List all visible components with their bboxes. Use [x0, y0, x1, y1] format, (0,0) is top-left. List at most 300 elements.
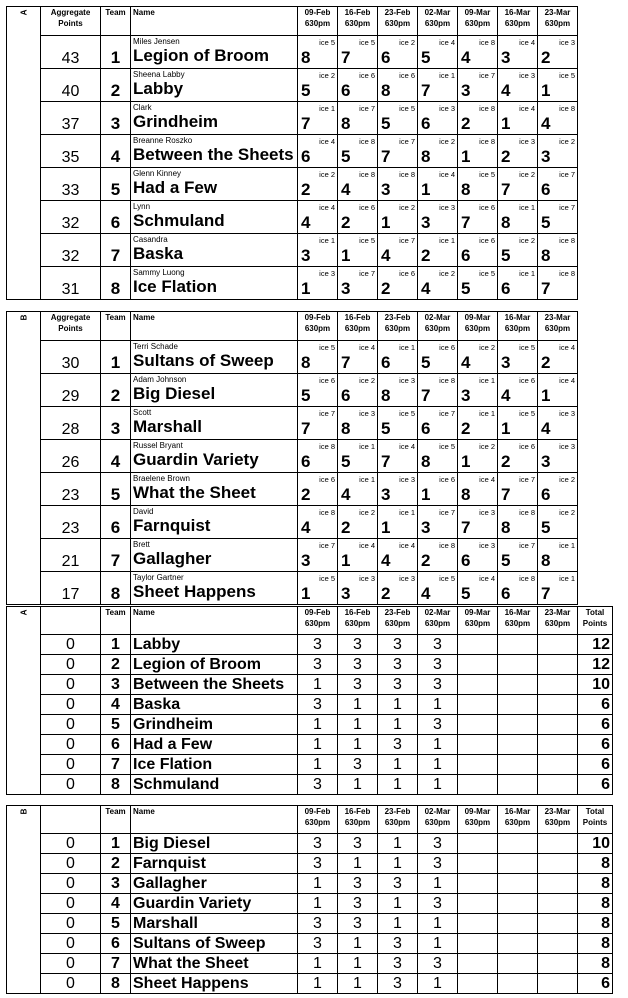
week-score: 1 — [418, 755, 458, 775]
opponent-number: 2 — [381, 279, 391, 298]
team-row — [7, 168, 578, 201]
opponent-number: 6 — [301, 452, 311, 471]
opponent-number: 1 — [301, 584, 311, 603]
team-name: Sultans of Sweep — [131, 934, 298, 954]
ice-sheet: ice 7 — [559, 203, 575, 212]
week-score: 1 — [378, 775, 418, 795]
ice-sheet: ice 5 — [439, 574, 455, 583]
date-text: 23-Feb — [384, 8, 411, 17]
team-number: 7 — [101, 539, 131, 572]
opponent-number: 4 — [381, 551, 391, 570]
ice-sheet: ice 8 — [479, 104, 495, 113]
game-cell — [298, 374, 338, 407]
team-row — [7, 234, 578, 267]
week-score — [538, 715, 578, 735]
team-row — [7, 102, 578, 135]
week-score: 3 — [338, 834, 378, 854]
week-score — [538, 934, 578, 954]
week-score — [458, 974, 498, 994]
date-text: 16-Feb — [344, 608, 371, 617]
team-name: What the Sheet — [133, 483, 256, 502]
date-header — [458, 312, 498, 341]
time-text: 630pm — [424, 619, 451, 628]
game-cell — [418, 69, 458, 102]
game-cell — [298, 539, 338, 572]
ice-sheet: ice 4 — [399, 541, 415, 550]
team-number: 3 — [101, 407, 131, 440]
team-number: 7 — [101, 755, 131, 775]
opponent-number: 6 — [301, 147, 311, 166]
team-name-cell — [131, 341, 298, 374]
date-header — [458, 607, 498, 635]
team-name: Guardin Variety — [133, 450, 259, 469]
week-score: 1 — [298, 954, 338, 974]
team-row — [7, 473, 578, 506]
game-cell — [498, 135, 538, 168]
week-score: 3 — [418, 954, 458, 974]
team-name: Legion of Broom — [131, 655, 298, 675]
date-text: 23-Mar — [544, 8, 571, 17]
opponent-number: 7 — [341, 353, 351, 372]
game-cell — [538, 168, 578, 201]
ice-sheet: ice 6 — [519, 442, 535, 451]
standings-row — [7, 675, 613, 695]
week-score — [458, 635, 498, 655]
header-text: Points — [582, 619, 608, 628]
time-text: 630pm — [384, 619, 411, 628]
date-header — [498, 806, 538, 834]
game-cell — [418, 102, 458, 135]
ice-sheet: ice 4 — [519, 38, 535, 47]
team-header: Team — [101, 7, 131, 36]
total-points: 6 — [578, 775, 613, 795]
ice-sheet: ice 4 — [319, 137, 335, 146]
header-text: Total — [585, 807, 605, 816]
game-cell — [338, 234, 378, 267]
aggregate-points: 30 — [41, 341, 101, 374]
ice-sheet: ice 2 — [319, 71, 335, 80]
ice-sheet: ice 2 — [439, 137, 455, 146]
team-number: 7 — [101, 954, 131, 974]
game-cell — [498, 407, 538, 440]
opponent-number: 3 — [421, 518, 431, 537]
week-score: 3 — [418, 715, 458, 735]
division-letter: A — [19, 609, 28, 616]
week-score: 3 — [418, 894, 458, 914]
opponent-number: 2 — [301, 180, 311, 199]
week-score: 1 — [298, 675, 338, 695]
game-cell — [418, 135, 458, 168]
date-text: 16-Mar — [504, 313, 531, 322]
aggregate-points: 37 — [41, 102, 101, 135]
week-score — [498, 695, 538, 715]
game-cell — [298, 506, 338, 539]
team-name-cell — [131, 440, 298, 473]
ice-sheet: ice 6 — [399, 71, 415, 80]
week-score: 3 — [338, 655, 378, 675]
ice-sheet: ice 2 — [559, 475, 575, 484]
team-name-cell — [131, 234, 298, 267]
aggregate-points: 32 — [41, 201, 101, 234]
ice-sheet: ice 1 — [519, 269, 535, 278]
game-cell — [458, 201, 498, 234]
week-score — [458, 874, 498, 894]
date-text: 09-Mar — [464, 807, 491, 816]
opponent-number: 2 — [341, 518, 351, 537]
team-number: 8 — [101, 572, 131, 605]
team-number: 1 — [101, 341, 131, 374]
ice-sheet: ice 1 — [479, 409, 495, 418]
opponent-number: 6 — [501, 584, 511, 603]
week-score — [458, 834, 498, 854]
week-score — [538, 695, 578, 715]
team-number: 3 — [101, 675, 131, 695]
date-header — [298, 607, 338, 635]
ice-sheet: ice 4 — [359, 343, 375, 352]
week-score — [538, 954, 578, 974]
ice-sheet: ice 1 — [559, 541, 575, 550]
opponent-number: 8 — [301, 353, 311, 372]
week-score: 3 — [378, 735, 418, 755]
game-cell — [298, 473, 338, 506]
week-score: 1 — [338, 775, 378, 795]
game-cell — [498, 374, 538, 407]
ice-sheet: ice 1 — [359, 442, 375, 451]
team-name: Big Diesel — [131, 834, 298, 854]
ice-sheet: ice 5 — [399, 104, 415, 113]
game-cell — [298, 36, 338, 69]
ice-sheet: ice 3 — [559, 409, 575, 418]
ice-sheet: ice 8 — [479, 137, 495, 146]
ice-sheet: ice 1 — [439, 236, 455, 245]
week-score — [458, 854, 498, 874]
team-number: 4 — [101, 440, 131, 473]
ice-sheet: ice 7 — [359, 269, 375, 278]
week-score: 3 — [338, 755, 378, 775]
ice-sheet: ice 5 — [479, 170, 495, 179]
opponent-number: 6 — [461, 551, 471, 570]
opponent-number: 6 — [381, 353, 391, 372]
week-score — [538, 675, 578, 695]
game-cell — [458, 473, 498, 506]
ice-sheet: ice 5 — [479, 269, 495, 278]
ice-sheet: ice 5 — [359, 236, 375, 245]
aggregate-header-blank — [41, 607, 101, 635]
team-number: 2 — [101, 854, 131, 874]
game-cell — [458, 267, 498, 300]
opponent-number: 8 — [421, 452, 431, 471]
opponent-number: 5 — [421, 48, 431, 67]
ice-sheet: ice 7 — [319, 409, 335, 418]
captain-name: Lynn — [133, 202, 151, 211]
ice-sheet: ice 7 — [319, 541, 335, 550]
week-score: 3 — [298, 854, 338, 874]
opponent-number: 5 — [501, 246, 511, 265]
date-text: 23-Feb — [384, 807, 411, 816]
ice-sheet: ice 2 — [559, 137, 575, 146]
header-row — [7, 607, 613, 635]
date-header — [298, 806, 338, 834]
opponent-number: 5 — [541, 213, 551, 232]
date-text: 09-Mar — [464, 608, 491, 617]
opponent-number: 1 — [461, 452, 471, 471]
date-header — [458, 7, 498, 36]
game-cell — [538, 341, 578, 374]
team-name: Grindheim — [133, 112, 219, 131]
total-points: 6 — [578, 974, 613, 994]
week-score — [538, 874, 578, 894]
week-score: 1 — [338, 695, 378, 715]
aggregate-header-blank — [41, 806, 101, 834]
opponent-number: 4 — [501, 386, 511, 405]
total-points: 10 — [578, 834, 613, 854]
time-text: 630pm — [344, 324, 371, 333]
ice-sheet: ice 3 — [399, 475, 415, 484]
game-cell — [378, 201, 418, 234]
time-text: 630pm — [504, 19, 531, 28]
game-cell — [338, 36, 378, 69]
opponent-number: 8 — [501, 518, 511, 537]
ice-sheet: ice 3 — [519, 71, 535, 80]
game-cell — [458, 374, 498, 407]
week-score: 1 — [418, 934, 458, 954]
date-header — [338, 7, 378, 36]
opponent-number: 7 — [421, 81, 431, 100]
game-cell — [338, 539, 378, 572]
week-score: 1 — [418, 974, 458, 994]
captain-name: Miles Jensen — [133, 37, 180, 46]
game-cell — [338, 506, 378, 539]
week-score — [538, 974, 578, 994]
week-score — [458, 934, 498, 954]
date-text: 09-Feb — [304, 8, 331, 17]
date-header — [378, 607, 418, 635]
date-header — [418, 607, 458, 635]
standings-row — [7, 735, 613, 755]
standings-row — [7, 834, 613, 854]
game-cell — [378, 506, 418, 539]
game-cell — [378, 374, 418, 407]
total-points-header — [578, 607, 613, 635]
ice-sheet: ice 1 — [479, 376, 495, 385]
team-number: 5 — [101, 168, 131, 201]
ice-sheet: ice 8 — [559, 269, 575, 278]
team-row — [7, 374, 578, 407]
game-cell — [378, 440, 418, 473]
date-header — [498, 607, 538, 635]
time-text: 630pm — [344, 818, 371, 827]
opponent-number: 3 — [301, 246, 311, 265]
game-cell — [538, 572, 578, 605]
standings-table-b — [6, 805, 613, 994]
ice-sheet: ice 4 — [439, 170, 455, 179]
date-text: 23-Mar — [544, 313, 571, 322]
opponent-number: 3 — [381, 485, 391, 504]
opponent-number: 7 — [461, 518, 471, 537]
week-score: 3 — [378, 934, 418, 954]
game-cell — [338, 135, 378, 168]
game-cell — [418, 234, 458, 267]
team-name: Grindheim — [131, 715, 298, 735]
standings-table-a — [6, 606, 613, 795]
ice-sheet: ice 6 — [399, 269, 415, 278]
week-score — [498, 834, 538, 854]
opponent-number: 2 — [501, 147, 511, 166]
week-score: 1 — [418, 775, 458, 795]
team-number: 2 — [101, 374, 131, 407]
ice-sheet: ice 5 — [439, 442, 455, 451]
opponent-number: 7 — [501, 180, 511, 199]
team-name: Between the Sheets — [133, 145, 294, 164]
time-text: 630pm — [504, 818, 531, 827]
opponent-number: 2 — [381, 584, 391, 603]
captain-name: Breanne Roszko — [133, 136, 193, 145]
opponent-number: 1 — [461, 147, 471, 166]
aggregate-points: 40 — [41, 69, 101, 102]
captain-name: Casandra — [133, 235, 168, 244]
standings-row — [7, 695, 613, 715]
time-text: 630pm — [344, 19, 371, 28]
team-name-cell — [131, 539, 298, 572]
week-score: 3 — [418, 655, 458, 675]
game-cell — [538, 234, 578, 267]
week-score: 1 — [298, 874, 338, 894]
game-cell — [538, 201, 578, 234]
game-cell — [418, 374, 458, 407]
division-label — [7, 312, 41, 605]
week-score: 1 — [378, 834, 418, 854]
week-score: 3 — [338, 635, 378, 655]
opponent-number: 6 — [541, 485, 551, 504]
game-cell — [458, 234, 498, 267]
game-cell — [418, 539, 458, 572]
opponent-number: 6 — [421, 419, 431, 438]
team-number: 4 — [101, 894, 131, 914]
week-score — [538, 755, 578, 775]
opponent-number: 8 — [461, 485, 471, 504]
opponent-number: 7 — [301, 419, 311, 438]
time-text: 630pm — [304, 619, 331, 628]
date-text: 09-Mar — [464, 313, 491, 322]
aggregate-points: 0 — [41, 635, 101, 655]
aggregate-points: 0 — [41, 954, 101, 974]
total-points-header — [578, 806, 613, 834]
opponent-number: 7 — [381, 147, 391, 166]
aggregate-points: 0 — [41, 834, 101, 854]
opponent-number: 8 — [381, 81, 391, 100]
game-cell — [378, 69, 418, 102]
aggregate-points: 0 — [41, 695, 101, 715]
team-row — [7, 407, 578, 440]
team-name-cell — [131, 135, 298, 168]
week-score: 3 — [338, 874, 378, 894]
team-row — [7, 135, 578, 168]
game-cell — [538, 374, 578, 407]
ice-sheet: ice 1 — [559, 574, 575, 583]
team-row — [7, 36, 578, 69]
ice-sheet: ice 8 — [479, 38, 495, 47]
opponent-number: 3 — [461, 81, 471, 100]
game-cell — [498, 168, 538, 201]
game-cell — [538, 69, 578, 102]
standings-row — [7, 894, 613, 914]
opponent-number: 8 — [341, 114, 351, 133]
game-cell — [498, 506, 538, 539]
date-header — [378, 7, 418, 36]
week-score: 1 — [298, 755, 338, 775]
week-score — [498, 755, 538, 775]
header-text: Total — [585, 608, 605, 617]
time-text: 630pm — [544, 19, 571, 28]
ice-sheet: ice 2 — [439, 269, 455, 278]
week-score: 1 — [338, 854, 378, 874]
week-score: 1 — [298, 894, 338, 914]
week-score — [538, 854, 578, 874]
ice-sheet: ice 7 — [439, 508, 455, 517]
week-score: 3 — [338, 894, 378, 914]
game-cell — [418, 201, 458, 234]
opponent-number: 3 — [341, 584, 351, 603]
name-header: Name — [131, 312, 298, 341]
team-row — [7, 440, 578, 473]
ice-sheet: ice 6 — [359, 203, 375, 212]
team-name: Schmuland — [131, 775, 298, 795]
opponent-number: 8 — [541, 551, 551, 570]
date-text: 02-Mar — [424, 313, 451, 322]
ice-sheet: ice 5 — [519, 343, 535, 352]
game-cell — [458, 135, 498, 168]
week-score: 3 — [338, 914, 378, 934]
ice-sheet: ice 2 — [359, 508, 375, 517]
team-number: 1 — [101, 834, 131, 854]
game-cell — [458, 36, 498, 69]
game-cell — [338, 69, 378, 102]
team-name-cell — [131, 506, 298, 539]
week-score: 1 — [298, 715, 338, 735]
total-points: 8 — [578, 854, 613, 874]
ice-sheet: ice 4 — [319, 203, 335, 212]
opponent-number: 6 — [381, 48, 391, 67]
game-cell — [498, 69, 538, 102]
ice-sheet: ice 6 — [319, 376, 335, 385]
ice-sheet: ice 8 — [519, 508, 535, 517]
game-cell — [338, 473, 378, 506]
total-points: 8 — [578, 934, 613, 954]
opponent-number: 8 — [501, 213, 511, 232]
opponent-number: 5 — [461, 584, 471, 603]
ice-sheet: ice 4 — [559, 343, 575, 352]
standings-row — [7, 655, 613, 675]
date-text: 23-Feb — [384, 608, 411, 617]
game-cell — [498, 341, 538, 374]
time-text: 630pm — [544, 818, 571, 827]
week-score: 3 — [298, 695, 338, 715]
ice-sheet: ice 4 — [399, 442, 415, 451]
game-cell — [338, 407, 378, 440]
team-number: 8 — [101, 974, 131, 994]
week-score: 3 — [418, 854, 458, 874]
team-number: 2 — [101, 69, 131, 102]
opponent-number: 4 — [421, 584, 431, 603]
game-cell — [418, 407, 458, 440]
opponent-number: 6 — [341, 81, 351, 100]
week-score — [458, 695, 498, 715]
week-score: 3 — [298, 934, 338, 954]
week-score — [458, 914, 498, 934]
game-cell — [338, 440, 378, 473]
opponent-number: 7 — [341, 48, 351, 67]
aggregate-points: 26 — [41, 440, 101, 473]
